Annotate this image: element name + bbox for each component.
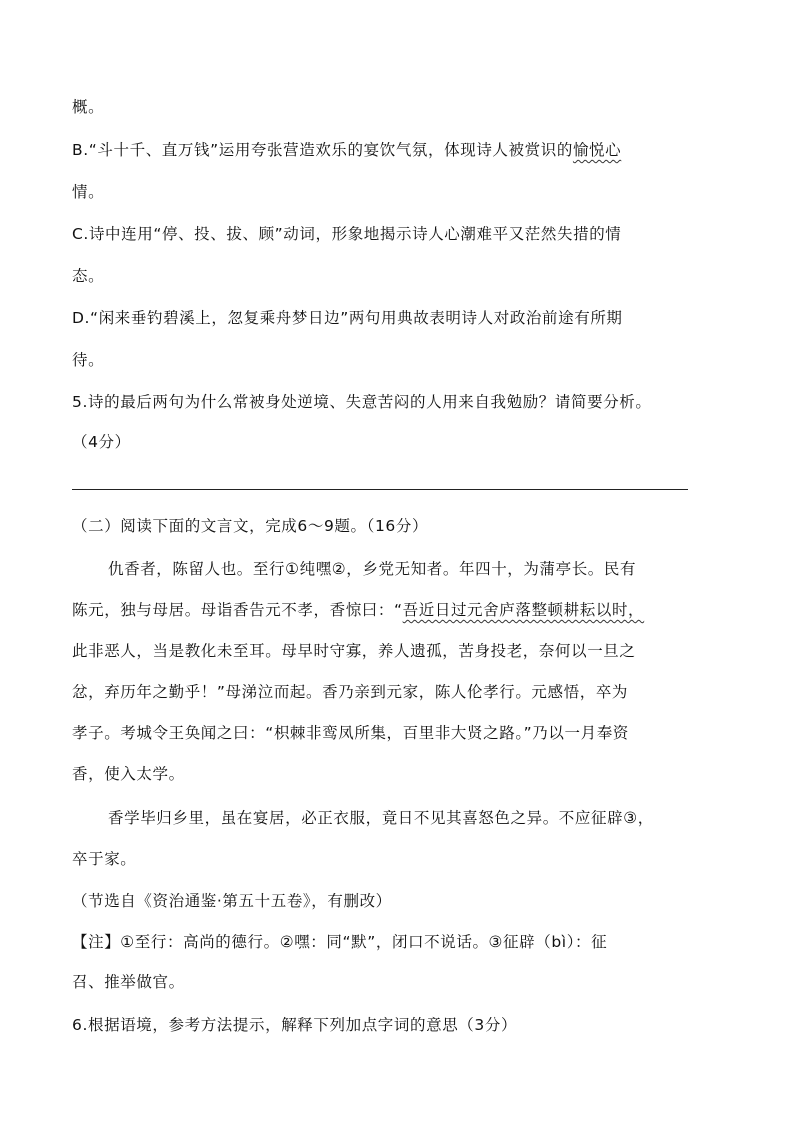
answer-line [72,489,688,490]
q4-option-c-line1: C.诗中连用“停、投、拔、顾”动词，形象地揭示诗人心潮难平又茫然失措的情 [72,225,622,243]
q4-option-c-line2: 态。 [72,267,105,285]
passage-p1-line5: 孝子。考城令王奂闻之曰：“枳棘非鸾凤所集，百里非大贤之路。”乃以一月奉资 [72,724,629,742]
q4-option-b-line1 [72,140,621,160]
notes-line2: 召、推举做官。 [72,973,185,991]
notes-line1: 【注】①至行：高尚的德行。②嘿：同“默”，闭口不说话。③征辟（bì）：征 [72,933,608,951]
passage-p1-line1: 仇香者，陈留人也。至行①纯嘿②，乡党无知者。年四十，为蒲亭长。民有 [108,560,637,578]
question-5-score: （4分） [72,433,131,451]
passage-p1-line2 [72,600,644,620]
question-6: 6.根据语境，参考方法提示，解释下列加点字词的意思（3分） [72,1016,518,1034]
section-2-title: （二）阅读下面的文言文，完成6～9题。（16分） [72,517,429,535]
passage-source: （节选自《资治通鉴·第五十五卷》，有删改） [72,892,392,910]
q4-option-d-line2: 待。 [72,351,105,369]
q4-option-b-text: B.“斗十千、直万钱”运用夸张营造欢乐的宴饮气氛，体现诗人被赏识的 [72,141,573,159]
q4-option-b-underlined: 愉悦心 [572,141,622,159]
question-5-line1: 5.诗的最后两句为什么常被身处逆境、失意苦闷的人用来自我勉励？请简要分析。 [72,393,652,411]
passage-p1-line4: 忿，弃历年之勤乎！”母涕泣而起。香乃亲到元家，陈人伦孝行。元感悟，卒为 [72,683,629,701]
passage-p2-line1: 香学毕归乡里，虽在宴居，必正衣服，竟日不见其喜怒色之异。不应征辟③， [108,809,654,827]
q4-option-a-tail: 概。 [72,98,105,116]
q4-option-b-line2: 情。 [72,183,105,201]
passage-p1-line3: 此非恶人，当是教化未至耳。母早时守寡，养人遗孤，苦身投老，奈何以一旦之 [72,642,636,660]
q4-option-d-line1: D.“闲来垂钓碧溪上，忽复乘舟梦日边”两句用典故表明诗人对政治前途有所期 [72,309,623,327]
passage-p1-line2-text: 陈元，独与母居。母诣香告元不孝，香惊曰：“ [72,601,403,619]
passage-p2-line2: 卒于家。 [72,850,137,868]
passage-underlined-sentence: 吾近日过元舍庐落整顿耕耘以时， [402,601,645,619]
passage-p1-line6: 香，使入太学。 [72,765,185,783]
